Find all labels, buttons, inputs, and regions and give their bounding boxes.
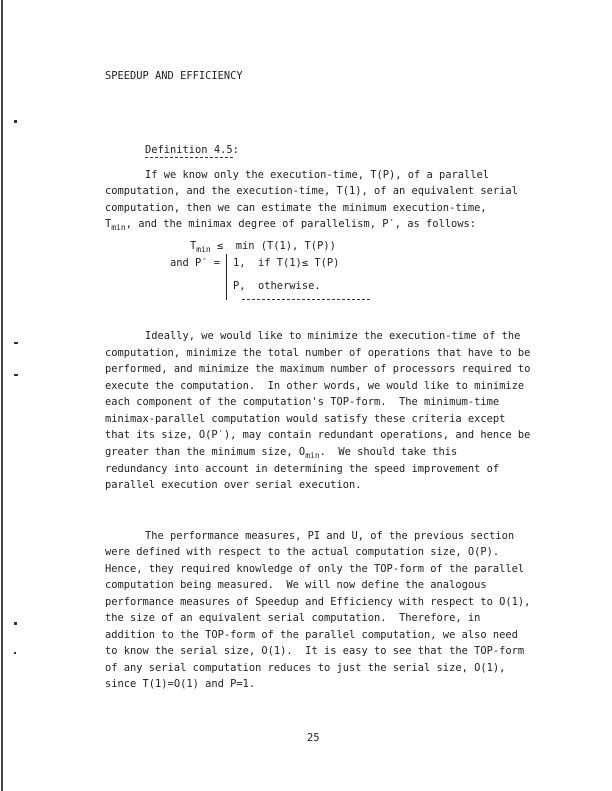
paragraph-line: computation, minimize the total number of operations that have to be <box>105 347 531 359</box>
paragraph-line: parallel execution over serial execution. <box>105 479 362 491</box>
scan-dot <box>14 652 16 654</box>
definition-line: computation, then we can estimate the minimum execution-time, <box>105 202 487 214</box>
formula-p-prefix: and P′ = <box>170 257 221 269</box>
paragraph-line: that its size, O(P′), may contain redundant operations, and hence be <box>105 429 531 441</box>
paragraph-line: since T(1)=O(1) and P=1. <box>105 678 256 690</box>
formula-tmin: $T_{min} \le \min (T(1)$, T(P)) <box>190 240 336 254</box>
definition-line: $T_{min}$, and the minimax degree of parallelism, P′, as follows: <box>105 218 477 232</box>
paragraph-line: were defined with respect to the actual computation size, O(P). <box>105 546 500 558</box>
formula-case: P, otherwise. <box>233 280 321 292</box>
paragraph-line: Hence, they required knowledge of only the TOP-form of the parallel <box>105 563 525 575</box>
scan-edge <box>1 0 3 791</box>
scan-dot <box>14 342 18 344</box>
paragraph-line: The performance measures, PI and U, of the previous section <box>145 530 515 542</box>
paragraph-line: addition to the TOP-form of the parallel computation, we also need <box>105 629 518 641</box>
paragraph-line: of any serial computation reduces to just the serial size, O(1), <box>105 662 506 674</box>
formula-case: 1, if T(1)≤ T(P) <box>233 257 340 269</box>
scan-dot <box>14 120 17 123</box>
case-brace <box>226 254 227 300</box>
page-number: 25 <box>307 732 320 744</box>
paragraph-line: the size of an equivalent serial computation. Therefore, in <box>105 612 481 624</box>
heading-underline <box>145 157 233 158</box>
paragraph-line: minimax-parallel computation would satisfy these criteria except <box>105 413 506 425</box>
definition-heading: Definition 4.5: <box>145 144 239 156</box>
running-title: SPEEDUP AND EFFICIENCY <box>105 70 243 82</box>
paragraph-line: to know the serial size, O(1). It is easy to see that the TOP-form <box>105 645 525 657</box>
paragraph-line: redundancy into account in determining the speed improvement of <box>105 463 500 475</box>
paragraph-line: each component of the computation's TOP-form. The minimum-time <box>105 396 500 408</box>
paragraph-line: performed, and minimize the maximum number of processors required to <box>105 363 531 375</box>
paragraph-line: computation being measured. We will now define the analogous <box>105 579 487 591</box>
paragraph-line: greater than the minimum size, $O_{min}$. We should take this <box>105 446 458 460</box>
scan-dot <box>14 622 17 625</box>
definition-end-rule <box>242 299 370 300</box>
paragraph-line: performance measures of Speedup and Efficiency with respect to O(1), <box>105 596 531 608</box>
paragraph-line: execute the computation. In other words, we would like to minimize <box>105 380 525 392</box>
definition-line: If we know only the execution-time, T(P), of a parallel <box>145 169 490 181</box>
definition-line: computation, and the execution-time, T(1), of an equivalent serial <box>105 185 518 197</box>
paragraph-line: Ideally, we would like to minimize the execution-time of the <box>145 330 521 342</box>
scan-dot <box>14 374 18 376</box>
